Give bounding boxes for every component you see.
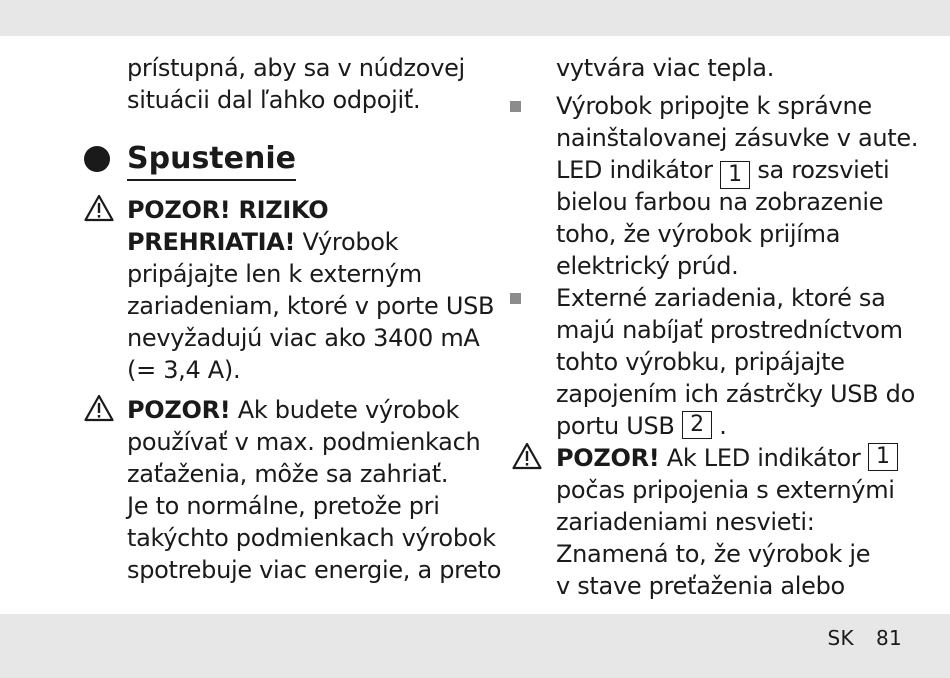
- bullet-external-line: tohto výrobku, pripájajte: [556, 348, 845, 376]
- bullet-connect-line: nainštalovanej zásuvke v aute.: [556, 124, 919, 152]
- language-code: SK: [827, 626, 854, 650]
- square-bullet-icon: [510, 101, 521, 112]
- warning-overheat-bold-2: PREHRIATIA!: [127, 228, 296, 256]
- square-bullet-icon: [510, 293, 521, 304]
- warning-led-line: v stave preťaženia alebo: [556, 572, 845, 600]
- intro-line-2: situácii dal ľahko odpojiť.: [127, 86, 421, 114]
- section-title: Spustenie: [127, 140, 296, 181]
- bullet-external-line: majú nabíjať prostredníctvom: [556, 316, 903, 344]
- warning-led-line: počas pripojenia s externými: [556, 476, 895, 504]
- bullet-external-usb-post: .: [711, 412, 727, 440]
- warning-overheat-line: pripájajte len k externým: [127, 260, 422, 288]
- usb-port-ref-box: 2: [682, 411, 712, 439]
- warning-overheat-line: nevyžadujú viac ako 3400 mA: [127, 324, 480, 352]
- bullet-item-connect: [556, 90, 936, 282]
- intro-line-1: prístupná, aby sa v núdzovej: [127, 54, 465, 82]
- bullet-connect-line: bielou farbou na zobrazenie: [556, 188, 884, 216]
- warning-heating-line: Je to normálne, pretože pri: [127, 492, 440, 520]
- bullet-external-line: zapojením ich zástrčky USB do: [556, 380, 915, 408]
- filled-circle-icon: [84, 146, 110, 172]
- warning-overheat-bold-1: POZOR! RIZIKO: [127, 196, 329, 224]
- bullet-item-external: [556, 282, 936, 442]
- warning-triangle-icon: [84, 394, 114, 422]
- warning-heating-line: používať v max. podmienkach: [127, 428, 481, 456]
- bullet-connect-led-post: sa rozsvieti: [750, 156, 890, 184]
- bullet-connect-line: Výrobok pripojte k správne: [556, 92, 872, 120]
- top-band: [0, 0, 950, 36]
- warning-heating-line: zaťaženia, môže sa zahriať.: [127, 460, 449, 488]
- bullet-connect-led-pre: LED indikátor: [556, 156, 720, 184]
- right-column: [556, 52, 936, 84]
- right-intro-line: vytvára viac tepla.: [556, 54, 775, 82]
- warning-overheat: [127, 194, 495, 386]
- warning-led-line: zariadeniami nesvieti:: [556, 508, 815, 536]
- bullet-external-line: Externé zariadenia, ktoré sa: [556, 284, 886, 312]
- bullet-external-usb-pre: portu USB: [556, 412, 682, 440]
- warning-led-line: Znamená to, že výrobok je: [556, 540, 871, 568]
- warning-led-off: [556, 442, 936, 602]
- warning-heating-bold: POZOR!: [127, 396, 231, 424]
- warning-triangle-icon: [512, 442, 542, 470]
- warning-heating-line: spotrebuje viac energie, a preto: [127, 556, 502, 584]
- led-indicator-ref-box: 1: [720, 161, 750, 189]
- warning-heating-text-start: Ak budete výrobok: [230, 396, 460, 424]
- warning-overheat-line: zariadeniam, ktoré v porte USB: [127, 292, 495, 320]
- led-indicator-ref-box: 1: [868, 443, 898, 471]
- warning-overheat-line: (= 3,4 A).: [127, 356, 241, 384]
- warning-led-text-start: Ak LED indikátor: [659, 444, 868, 472]
- warning-overheat-text-start: Výrobok: [295, 228, 399, 256]
- bottom-band: [0, 614, 950, 678]
- page-footer: [828, 626, 902, 650]
- bullet-connect-line: elektrický prúd.: [556, 252, 739, 280]
- warning-heating-line: takýchto podmienkach výrobok: [127, 524, 496, 552]
- warning-led-bold: POZOR!: [556, 444, 660, 472]
- page-number: 81: [875, 626, 902, 650]
- warning-triangle-icon: [84, 194, 114, 222]
- bullet-connect-line: toho, že výrobok prijíma: [556, 220, 841, 248]
- left-column: [127, 52, 487, 116]
- warning-heating: [127, 394, 502, 586]
